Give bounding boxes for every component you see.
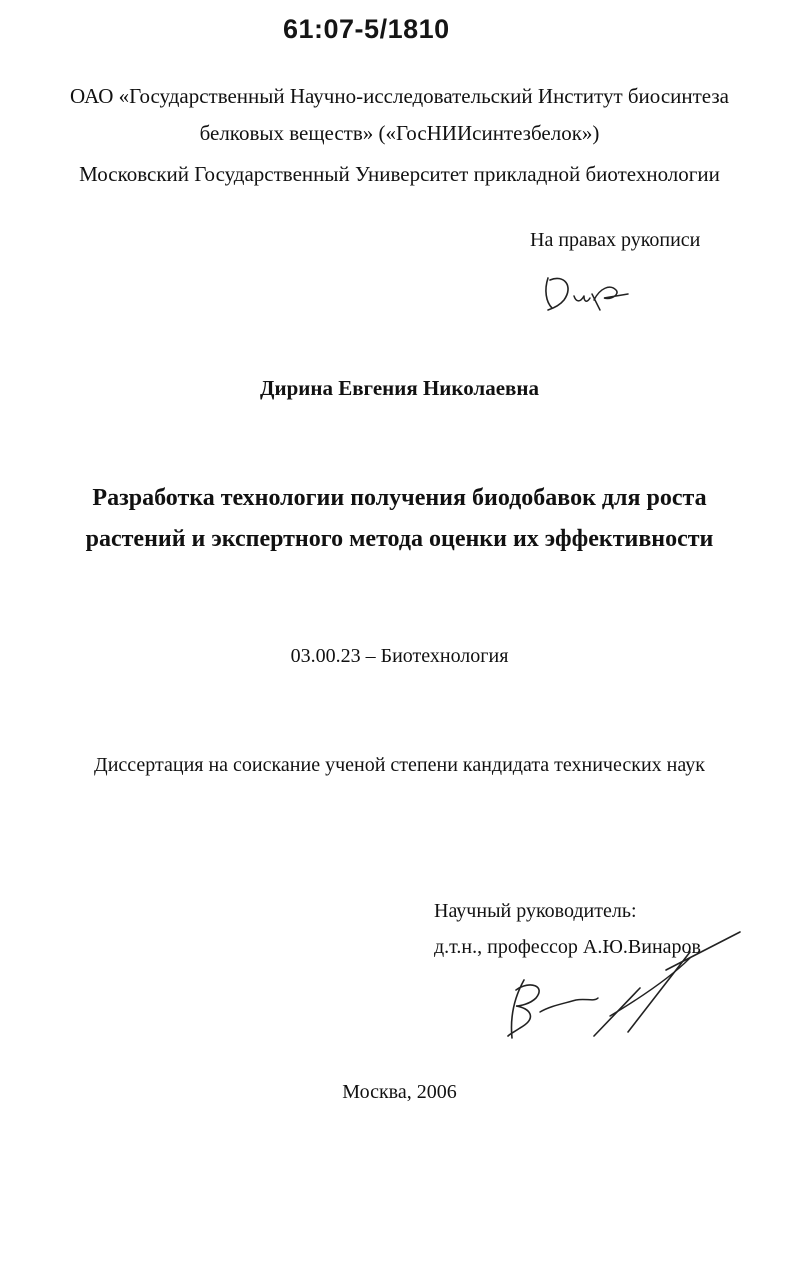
catalog-number: 61:07-5/1810 bbox=[283, 14, 450, 44]
author-signature bbox=[540, 272, 640, 316]
thesis-title-line-2: растений и экспертного метода оценки их эффективности bbox=[85, 526, 714, 552]
supervisor-name: д.т.н., профессор А.Ю.Винаров bbox=[434, 936, 701, 958]
manuscript-note: На правах рукописи bbox=[530, 229, 701, 251]
author-name: Дирина Евгения Николаевна bbox=[260, 376, 539, 400]
supervisor-label: Научный руководитель: bbox=[434, 900, 637, 922]
supervisor-signature bbox=[490, 928, 750, 1048]
organization-line-3: Московский Государственный Университет прикладной биотехнологии bbox=[79, 162, 720, 186]
city-year: Москва, 2006 bbox=[342, 1081, 457, 1103]
organization-line-1: ОАО «Государственный Научно-исследовательский Институт биосинтеза bbox=[70, 84, 729, 108]
degree-statement: Диссертация на соискание ученой степени кандидата технических наук bbox=[94, 754, 705, 776]
thesis-title-line-1: Разработка технологии получения биодобавок для роста bbox=[92, 485, 707, 511]
organization-line-2: белковых веществ» («ГосНИИсинтезбелок») bbox=[199, 121, 600, 145]
specialty-code: 03.00.23 – Биотехнология bbox=[290, 645, 509, 667]
